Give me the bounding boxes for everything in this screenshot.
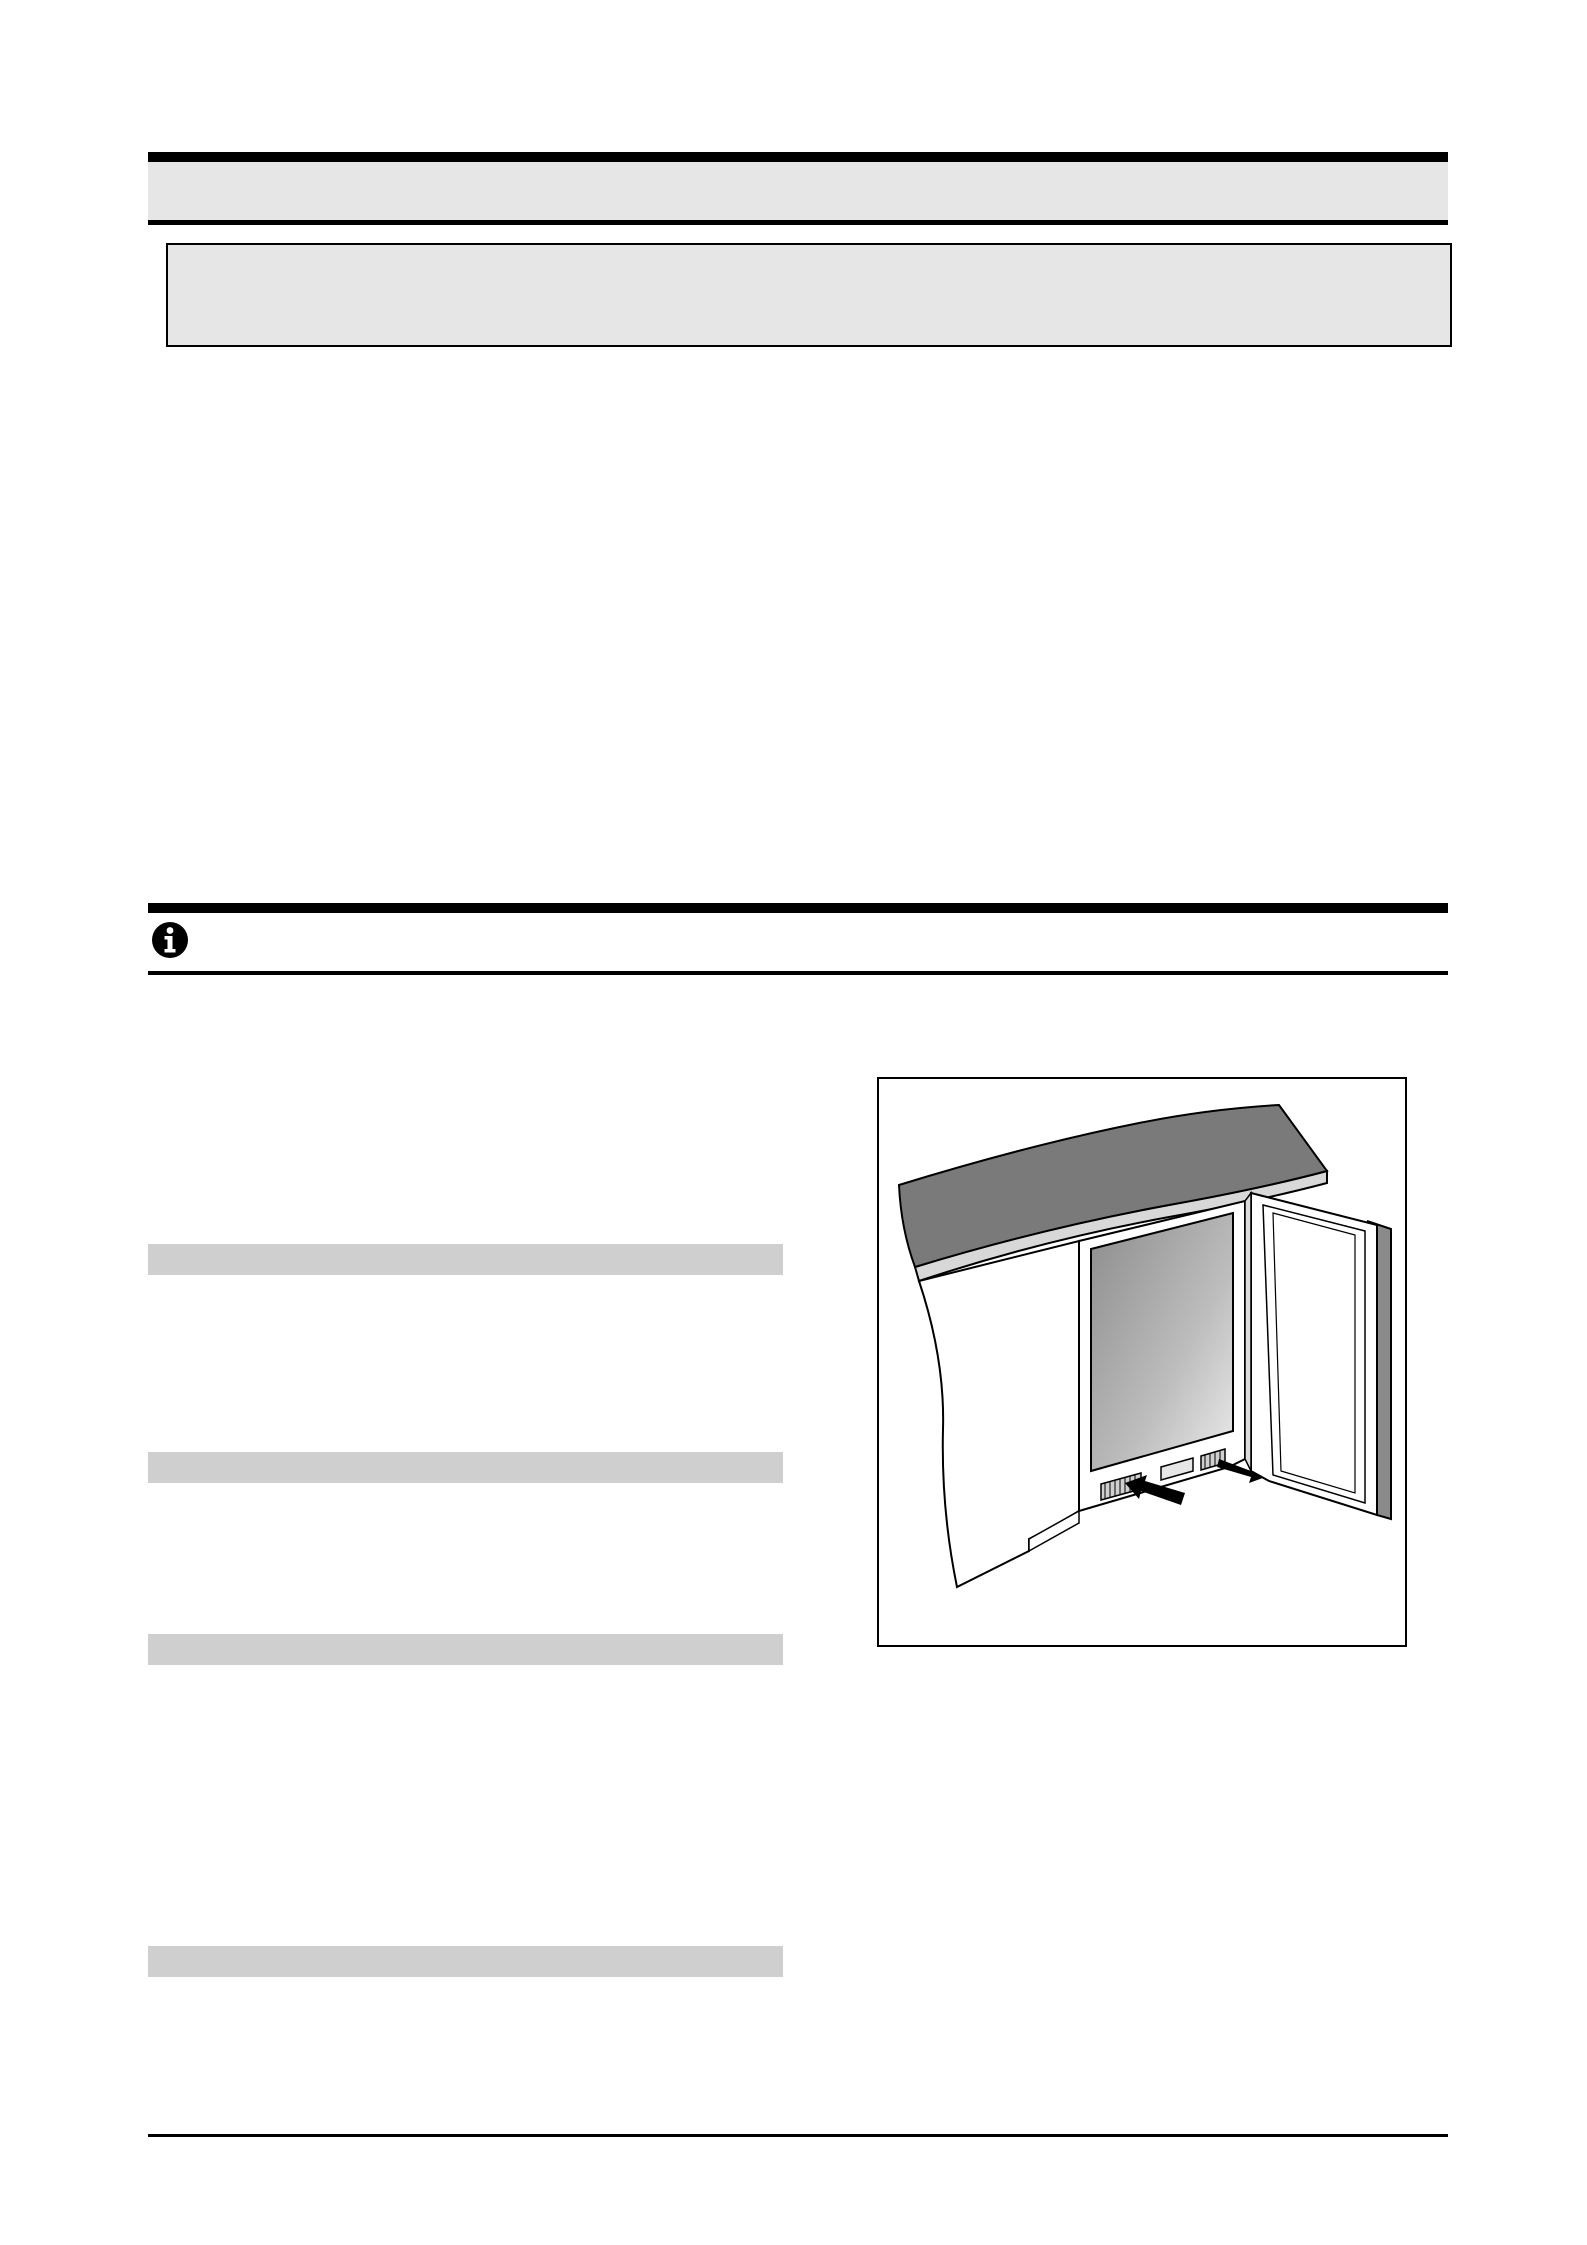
- subsection-bar-1: [148, 1244, 783, 1275]
- info-top-rule: [148, 903, 1448, 913]
- header-bottom-rule: [148, 220, 1448, 225]
- info-icon: [150, 920, 190, 960]
- fridge-glass-panel: [1091, 1213, 1233, 1471]
- header-band: [148, 162, 1448, 220]
- header-top-rule: [148, 152, 1448, 162]
- subsection-bar-2: [148, 1452, 783, 1483]
- footer-rule: [148, 2134, 1448, 2137]
- built-in-fridge-illustration: [879, 1079, 1405, 1645]
- open-door: [1251, 1193, 1377, 1515]
- notice-box: [166, 243, 1452, 347]
- info-bottom-rule: [148, 971, 1448, 975]
- figure-frame: [877, 1077, 1407, 1647]
- subsection-bar-4: [148, 1946, 783, 1977]
- subsection-bar-3: [148, 1634, 783, 1665]
